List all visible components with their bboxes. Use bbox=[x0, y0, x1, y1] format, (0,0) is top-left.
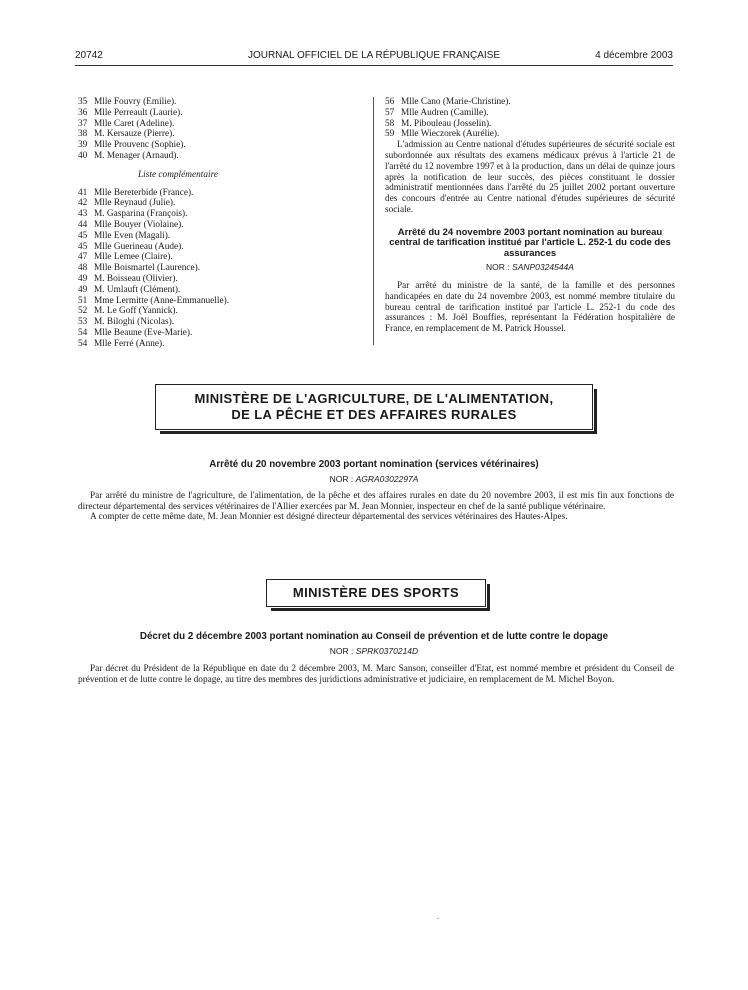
candidate-name: M. Umlauft (Clément). bbox=[94, 284, 181, 295]
ministry-sports-label: MINISTÈRE DES SPORTS bbox=[292, 585, 460, 600]
candidate-name: Mlle Cano (Marie-Christine). bbox=[401, 97, 511, 107]
rank-number: 40 bbox=[78, 150, 88, 161]
list-item bbox=[78, 220, 338, 231]
rank-number: 47 bbox=[78, 252, 88, 263]
page-header bbox=[75, 50, 673, 64]
complementary-list-heading: Liste complémentaire bbox=[138, 169, 218, 180]
rank-number: 45 bbox=[78, 230, 88, 241]
veterinary-paragraph-2: A compter de cette même date, M. Jean Monnier est désigné directeur départemental des services vétérinaires des Hautes-Alpes. bbox=[90, 512, 568, 523]
rank-number: 58 bbox=[385, 118, 395, 129]
list-item bbox=[78, 119, 338, 130]
list-item bbox=[78, 252, 338, 263]
candidate-name: Mlle Even (Magali). bbox=[94, 230, 171, 241]
rank-number: 48 bbox=[78, 263, 88, 274]
list-item bbox=[385, 129, 675, 140]
rank-number: 43 bbox=[78, 209, 88, 220]
list-item bbox=[385, 108, 675, 119]
complementary-candidate-list bbox=[78, 188, 338, 350]
rank-number: 54 bbox=[78, 327, 88, 338]
right-column bbox=[385, 97, 675, 335]
candidate-name: M. Pibouleau (Josselin). bbox=[401, 118, 492, 129]
candidate-name: M. Menager (Arnaud). bbox=[94, 150, 179, 161]
candidate-name: Mlle Caret (Adeline). bbox=[94, 118, 175, 129]
arrete-title-veterinary: Arrêté du 20 novembre 2003 portant nomination (services vétérinaires) bbox=[209, 459, 539, 470]
decret-title-dopage: Décret du 2 décembre 2003 portant nomination au Conseil de prévention et de lutte contre le dopage bbox=[139, 631, 609, 642]
veterinary-body bbox=[78, 491, 674, 523]
list-item bbox=[78, 108, 338, 119]
page-number: 20742 bbox=[75, 50, 103, 61]
rank-number: 57 bbox=[385, 107, 395, 118]
list-item bbox=[78, 285, 338, 296]
veterinary-paragraph-1: Par arrêté du ministre de l'agriculture, de l'alimentation, de la pêche et des affaires rurales en date du 20 novembre 2003, il est mis fin aux fonctions de directeur départemental des services vétérinaires de l'Allier exercées par M. Jean Monnier, inspecteur en chef de la santé publique vétérinaire. bbox=[78, 491, 674, 512]
ministry-agriculture-line1: MINISTÈRE DE L'AGRICULTURE, DE L'ALIMENTATION, bbox=[194, 391, 554, 406]
journal-title: JOURNAL OFFICIEL DE LA RÉPUBLIQUE FRANÇAISE bbox=[247, 50, 501, 61]
issue-date: 4 décembre 2003 bbox=[595, 50, 673, 61]
candidate-name: M. Kersauze (Pierre). bbox=[94, 129, 175, 140]
rank-number: 52 bbox=[78, 306, 88, 317]
candidate-name: M. Boisseau (Olivier). bbox=[94, 273, 178, 284]
rank-number: 49 bbox=[78, 284, 88, 295]
nor-code: SANP0324544A bbox=[512, 262, 574, 273]
candidate-name: Mlle Audren (Camille). bbox=[401, 107, 489, 118]
candidate-name: Mlle Ferré (Anne). bbox=[94, 338, 165, 349]
left-column bbox=[78, 97, 338, 350]
candidate-name: Mlle Beaune (Eve-Marie). bbox=[94, 327, 193, 338]
candidate-name: Mlle Fouvry (Emilie). bbox=[94, 97, 177, 107]
candidate-name: Mlle Boismartel (Laurence). bbox=[94, 263, 201, 274]
rank-number: 37 bbox=[78, 118, 88, 129]
candidate-name: Mme Lermitte (Anne-Emmanuelle). bbox=[94, 295, 230, 306]
rank-number: 39 bbox=[78, 140, 88, 151]
nor-reference-veterinary bbox=[75, 474, 673, 484]
list-item bbox=[78, 151, 338, 162]
nor-label: NOR : bbox=[486, 262, 510, 273]
nor-label: NOR : bbox=[329, 474, 354, 484]
rank-number: 35 bbox=[78, 97, 88, 107]
candidate-name: Mlle Guerineau (Aude). bbox=[94, 241, 184, 252]
list-item bbox=[78, 140, 338, 151]
list-item bbox=[78, 317, 338, 328]
candidate-name: Mlle Wieczorek (Aurélie). bbox=[401, 129, 500, 140]
list-item bbox=[78, 231, 338, 242]
footer-mark: . bbox=[437, 912, 439, 921]
rank-number: 54 bbox=[78, 338, 88, 349]
candidate-name: Mlle Bouyer (Violaine). bbox=[94, 219, 184, 230]
candidate-name: M. Le Goff (Yannick). bbox=[94, 306, 178, 317]
list-item bbox=[385, 97, 675, 108]
list-item bbox=[78, 263, 338, 274]
rank-number: 56 bbox=[385, 97, 395, 107]
arrete-paragraph-tarification: Par arrêté du ministre de la santé, de la famille et des personnes handicapées en date du 24 novembre 2003, est nommé membre titulaire du bureau central de tarification institué par l'article L. 252-1 du code des assurances : M. Joël Bouffies, représentant la Fédération hospitalière de France, en remplacement de M. Patrick Houssel. bbox=[385, 281, 675, 335]
candidate-list bbox=[78, 97, 338, 162]
list-item bbox=[385, 119, 675, 130]
candidate-list-continued bbox=[385, 97, 675, 140]
candidate-name: Mlle Lemee (Claire). bbox=[94, 252, 173, 263]
candidate-name: Mlle Reynaud (Julie). bbox=[94, 198, 176, 209]
rank-number: 44 bbox=[78, 219, 88, 230]
list-item bbox=[78, 296, 338, 307]
nor-reference bbox=[385, 262, 675, 273]
candidate-name: M. Biloghi (Nicolas). bbox=[94, 317, 175, 328]
rank-number: 38 bbox=[78, 129, 88, 140]
rank-number: 51 bbox=[78, 295, 88, 306]
admission-paragraph: L'admission au Centre national d'études supérieures de sécurité sociale est subordonnée aux résultats des examens médicaux prévus à l'article 21 de l'arrêté du 12 novembre 1997 et à la production, dans un délai de quinze jours après la notification de leur succès, des pièces constituant le dossier administratif mentionnées dans l'arrêté du 25 juillet 2002 portant ouverture des concours d'entrée au Centre national d'études supérieures de sécurité sociale. bbox=[385, 140, 675, 215]
candidate-name: Mlle Prouvenc (Sophie). bbox=[94, 140, 186, 151]
rank-number: 36 bbox=[78, 107, 88, 118]
rank-number: 42 bbox=[78, 198, 88, 209]
rank-number: 45 bbox=[78, 241, 88, 252]
nor-reference-dopage bbox=[75, 646, 673, 656]
rank-number: 49 bbox=[78, 273, 88, 284]
list-item bbox=[78, 306, 338, 317]
list-item bbox=[78, 209, 338, 220]
header-rule bbox=[75, 65, 673, 66]
ministry-agriculture-line2: DE LA PÊCHE ET DES AFFAIRES RURALES bbox=[231, 407, 517, 422]
ministry-sports-box bbox=[266, 579, 486, 607]
list-item bbox=[78, 274, 338, 285]
column-divider bbox=[373, 97, 374, 345]
nor-label: NOR : bbox=[329, 646, 354, 656]
dopage-body bbox=[78, 664, 674, 685]
nor-code: SPRK0370214D bbox=[355, 646, 419, 656]
list-item bbox=[78, 198, 338, 209]
rank-number: 41 bbox=[78, 187, 88, 198]
list-item bbox=[78, 242, 338, 253]
list-item bbox=[78, 97, 338, 108]
rank-number: 59 bbox=[385, 129, 395, 140]
rank-number: 53 bbox=[78, 317, 88, 328]
nor-code: AGRA0302297A bbox=[355, 474, 419, 484]
ministry-agriculture-box bbox=[155, 384, 593, 430]
candidate-name: Mlle Perreault (Laurie). bbox=[94, 107, 183, 118]
list-item bbox=[78, 339, 338, 350]
list-item bbox=[78, 328, 338, 339]
arrete-title-tarification: Arrêté du 24 novembre 2003 portant nomination au bureau central de tarification institué par l'article L. 252-1 du code des assurances bbox=[389, 226, 671, 259]
list-item bbox=[78, 129, 338, 140]
dopage-paragraph: Par décret du Président de la République en date du 2 décembre 2003, M. Marc Sanson, conseiller d'Etat, est nommé membre et président du Conseil de prévention et de lutte contre le dopage, au titre des membres des juridictions administrative et judiciaire, en remplacement de M. Michel Boyon. bbox=[78, 664, 674, 685]
candidate-name: M. Gasparina (François). bbox=[94, 209, 188, 220]
list-item bbox=[78, 188, 338, 199]
candidate-name: Mlle Bereterbide (France). bbox=[94, 187, 194, 198]
